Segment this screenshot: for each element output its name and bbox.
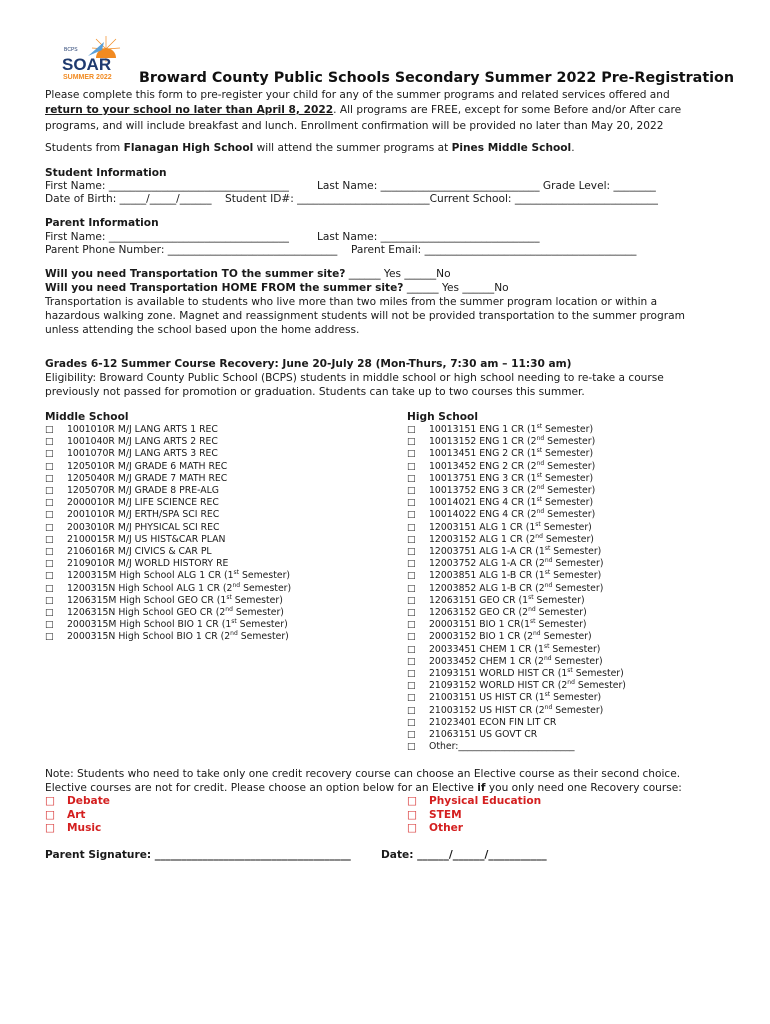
- checkbox-icon[interactable]: □: [407, 730, 416, 740]
- course-label: 21093152 WORLD HIST CR (2nd Semester): [429, 679, 626, 692]
- checkbox-icon[interactable]: □: [45, 498, 54, 509]
- high-school-course-item[interactable]: [407, 718, 556, 729]
- course-label: 1205010R M/J GRADE 6 MATH REC: [67, 460, 228, 472]
- course-label: 20003151 BIO 1 CR(1st Semester): [429, 618, 587, 631]
- transport-home-options[interactable]: ______ Yes ______No: [403, 282, 509, 294]
- high-school-course-item[interactable]: [407, 605, 587, 619]
- high-school-course-item[interactable]: [407, 654, 603, 668]
- course-label: 2000315M High School BIO 1 CR (1st Semester): [67, 618, 288, 631]
- course-label: Other:_________________________: [429, 741, 575, 753]
- course-label: 12003751 ALG 1-A CR (1st Semester): [429, 544, 602, 557]
- course-label: 21063151 US GOVT CR: [429, 729, 538, 740]
- course-label: 12003152 ALG 1 CR (2nd Semester): [429, 532, 594, 545]
- form-title: Broward County Public Schools Secondary Summer 2022 Pre-Registration: [139, 70, 735, 86]
- elective-label: STEM: [429, 808, 462, 821]
- eligibility-line-1: Eligibility: Broward County Public School (BCPS) students in middle school or high school needing to re-take a course: [45, 372, 664, 384]
- checkbox-icon[interactable]: □: [45, 486, 54, 496]
- course-label: 2100015R M/J US HIST&CAR PLAN: [67, 533, 226, 545]
- checkbox-icon[interactable]: □: [45, 449, 54, 460]
- transport-home-question[interactable]: [45, 282, 509, 295]
- middle-school-course-item[interactable]: [45, 510, 219, 521]
- middle-school-course-item[interactable]: [45, 462, 227, 473]
- elective-label: Art: [67, 808, 86, 821]
- transport-to-options[interactable]: ______ Yes ______No: [345, 268, 451, 280]
- checkbox-icon[interactable]: □: [45, 620, 54, 631]
- elective-option[interactable]: [45, 809, 86, 821]
- high-school-course-item[interactable]: [407, 520, 592, 534]
- high-school-course-item[interactable]: [407, 742, 575, 753]
- middle-school-course-item[interactable]: [45, 547, 212, 558]
- soar-summer-logo: [58, 34, 132, 82]
- checkbox-icon[interactable]: □: [407, 595, 416, 606]
- checkbox-icon[interactable]: □: [407, 559, 416, 570]
- checkbox-icon[interactable]: □: [45, 559, 54, 570]
- checkbox-icon[interactable]: □: [407, 742, 416, 753]
- elective-label: Debate: [67, 795, 110, 807]
- logo-word: SOAR: [62, 55, 112, 74]
- middle-school-heading: Middle School: [45, 411, 129, 423]
- high-school-course-item[interactable]: [407, 422, 594, 436]
- middle-school-course-item[interactable]: [45, 486, 219, 497]
- middle-school-course-item[interactable]: [45, 571, 290, 582]
- course-label: 10014022 ENG 4 CR (2nd Semester): [429, 508, 596, 521]
- checkbox-icon[interactable]: □: [407, 571, 416, 582]
- eligibility-line-2: previously not passed for promotion or graduation. Students can take up to two courses this summer.: [45, 386, 585, 398]
- checkbox-icon[interactable]: □: [407, 510, 416, 521]
- course-label: 1206315M High School GEO CR (1st Semester): [67, 593, 283, 606]
- checkbox-icon[interactable]: □: [45, 522, 54, 533]
- course-label: 10013751 ENG 3 CR (1st Semester): [429, 471, 594, 484]
- middle-school-course-item[interactable]: [45, 593, 283, 607]
- elective-option[interactable]: [407, 795, 541, 807]
- checkbox-icon[interactable]: □: [45, 547, 54, 557]
- course-label: 21003151 US HIST CR (1st Semester): [429, 691, 602, 704]
- high-school-course-item[interactable]: [407, 544, 602, 558]
- checkbox-icon[interactable]: □: [45, 473, 54, 484]
- date-of-birth-field[interactable]: Date of Birth: _____/_____/______: [45, 193, 212, 205]
- middle-school-course-item[interactable]: [45, 498, 219, 509]
- checkbox-icon[interactable]: □: [407, 681, 416, 692]
- signature-date-field[interactable]: Date: ______/______/___________: [381, 849, 547, 861]
- middle-school-course-item[interactable]: [45, 437, 218, 448]
- parent-signature-field[interactable]: Parent Signature: _____________________________________: [45, 849, 351, 861]
- course-label: 12003851 ALG 1-B CR (1st Semester): [429, 569, 602, 582]
- course-label: 2000010R M/J LIFE SCIENCE REC: [67, 497, 219, 509]
- checkbox-icon[interactable]: □: [407, 608, 416, 618]
- intro-line-2: [45, 104, 681, 117]
- course-label: 2001010R M/J ERTH/SPA SCI REC: [67, 509, 220, 521]
- middle-school-course-item[interactable]: [45, 523, 220, 534]
- course-label: 21023401 ECON FIN LIT CR: [429, 716, 557, 728]
- logo-small-text: BCPS: [64, 47, 78, 53]
- student-id-field[interactable]: Student ID#: _________________________Current School: ___________________________: [225, 193, 658, 205]
- checkbox-icon[interactable]: □: [407, 583, 416, 594]
- high-school-course-item[interactable]: [407, 483, 596, 497]
- elective-option[interactable]: [45, 822, 101, 834]
- checkbox-icon[interactable]: □: [407, 425, 416, 435]
- checkbox-icon[interactable]: □: [45, 595, 54, 606]
- high-school-course-item[interactable]: [407, 666, 624, 680]
- high-school-course-item[interactable]: [407, 642, 601, 656]
- checkbox-icon[interactable]: □: [407, 547, 416, 557]
- checkbox-icon[interactable]: □: [407, 808, 418, 821]
- checkbox-icon[interactable]: □: [407, 498, 416, 509]
- high-school-course-item[interactable]: [407, 581, 604, 595]
- high-school-course-item[interactable]: [407, 510, 595, 521]
- intro-line-3: programs, and will include breakfast and lunch. Enrollment confirmation will be provided no later than May 20, 2022: [45, 120, 664, 132]
- course-label: 1205070R M/J GRADE 8 PRE-ALG: [67, 485, 220, 496]
- course-label: 12063152 GEO CR (2nd Semester): [429, 605, 587, 618]
- elective-label: Physical Education: [429, 795, 542, 807]
- course-label: 1200315M High School ALG 1 CR (1st Semester): [67, 569, 291, 582]
- checkbox-icon[interactable]: □: [407, 473, 416, 484]
- elective-note-2-end: you only need one Recovery course:: [485, 782, 682, 794]
- course-label: 21003152 US HIST CR (2nd Semester): [429, 703, 604, 716]
- elective-label: Other: [429, 822, 464, 834]
- checkbox-icon[interactable]: □: [407, 717, 416, 728]
- course-label: 10014021 ENG 4 CR (1st Semester): [429, 496, 594, 509]
- deadline-text: return to your school no later than April 8, 2022: [45, 104, 334, 116]
- checkbox-icon[interactable]: □: [407, 534, 416, 545]
- course-label: 2109010R M/J WORLD HISTORY RE: [67, 558, 229, 570]
- parent-info-heading: Parent Information: [45, 217, 159, 229]
- course-label: 2000315N High School BIO 1 CR (2nd Semester): [67, 630, 289, 643]
- transport-note-2: hazardous walking zone. Magnet and reassignment students will not be provided transportation to the summer program: [45, 310, 685, 322]
- high-school-course-item[interactable]: [407, 693, 601, 704]
- course-label: 20033451 CHEM 1 CR (1st Semester): [429, 642, 601, 655]
- course-label: 1001040R M/J LANG ARTS 2 REC: [67, 436, 218, 448]
- course-label: 12003151 ALG 1 CR (1st Semester): [429, 520, 592, 533]
- course-label: 1001010R M/J LANG ARTS 1 REC: [67, 424, 218, 435]
- elective-option[interactable]: [407, 822, 463, 834]
- high-school-course-item[interactable]: [407, 471, 594, 485]
- course-label: 10013151 ENG 1 CR (1st Semester): [429, 422, 594, 435]
- checkbox-icon[interactable]: □: [407, 461, 416, 472]
- school-prefix: Students from: [45, 142, 124, 154]
- transport-to-label: Will you need Transportation TO the summer site?: [45, 268, 346, 280]
- checkbox-icon[interactable]: □: [407, 486, 416, 496]
- course-label: 12063151 GEO CR (1st Semester): [429, 593, 585, 606]
- course-label: 10013752 ENG 3 CR (2nd Semester): [429, 483, 596, 496]
- checkbox-icon[interactable]: □: [407, 522, 416, 533]
- checkbox-icon[interactable]: □: [45, 571, 54, 582]
- school-middle: will attend the summer programs at: [253, 142, 452, 154]
- student-first-name-field[interactable]: First Name: __________________________________: [45, 180, 289, 192]
- parent-first-name-field[interactable]: First Name: __________________________________: [45, 231, 289, 243]
- middle-school-course-item[interactable]: [45, 581, 292, 595]
- high-school-heading: High School: [407, 411, 478, 423]
- school-suffix: .: [571, 142, 575, 154]
- checkbox-icon[interactable]: □: [45, 795, 56, 807]
- course-label: 10013452 ENG 2 CR (2nd Semester): [429, 459, 596, 472]
- course-label: 21093151 WORLD HIST CR (1st Semester): [429, 666, 624, 679]
- middle-school-course-item[interactable]: [45, 632, 289, 643]
- parent-phone-field[interactable]: Parent Phone Number: ________________________________: [45, 244, 338, 256]
- parent-email-field[interactable]: Parent Email: ________________________________________: [351, 244, 637, 256]
- checkbox-icon[interactable]: □: [407, 669, 416, 679]
- high-school-course-item[interactable]: [407, 437, 595, 448]
- checkbox-icon[interactable]: □: [407, 656, 416, 667]
- checkbox-icon[interactable]: □: [407, 705, 416, 716]
- course-label: 10013451 ENG 2 CR (1st Semester): [429, 447, 594, 460]
- checkbox-icon[interactable]: □: [45, 608, 54, 618]
- high-school-course-item[interactable]: [407, 703, 604, 717]
- middle-school-course-item[interactable]: [45, 559, 228, 570]
- to-school: Pines Middle School: [451, 142, 572, 154]
- logo-sub: SUMMER 2022: [63, 74, 112, 81]
- elective-option[interactable]: [45, 795, 110, 807]
- elective-note-2-start: Elective courses are not for credit. Please choose an option below for an Elective: [45, 782, 478, 794]
- student-info-heading: Student Information: [45, 167, 167, 179]
- course-label: 1206315N High School GEO CR (2nd Semester): [67, 605, 284, 618]
- course-label: 12003852 ALG 1-B CR (2nd Semester): [429, 581, 604, 594]
- middle-school-course-item[interactable]: [45, 605, 284, 619]
- intro-line-1: Please complete this form to pre-register your child for any of the summer programs and related services offered and: [45, 89, 670, 101]
- checkbox-icon[interactable]: □: [407, 437, 416, 448]
- course-label: 2003010R M/J PHYSICAL SCI REC: [67, 521, 220, 533]
- high-school-course-item[interactable]: [407, 593, 585, 607]
- checkbox-icon[interactable]: □: [45, 437, 54, 448]
- middle-school-course-item[interactable]: [45, 535, 225, 546]
- middle-school-course-item[interactable]: [45, 620, 288, 631]
- transport-note-1: Transportation is available to students who live more than two miles from the summer program location or within a: [45, 296, 658, 308]
- parent-last-name-field[interactable]: Last Name: ______________________________: [317, 231, 540, 243]
- from-school: Flanagan High School: [123, 142, 254, 154]
- high-school-course-item[interactable]: [407, 459, 596, 473]
- checkbox-icon[interactable]: □: [45, 808, 56, 821]
- course-label: 1205040R M/J GRADE 7 MATH REC: [67, 472, 228, 484]
- checkbox-icon[interactable]: □: [45, 583, 54, 594]
- transport-to-question[interactable]: [45, 268, 451, 281]
- high-school-course-item[interactable]: [407, 620, 587, 631]
- elective-note-2-if: if: [477, 782, 486, 794]
- checkbox-icon[interactable]: □: [407, 822, 418, 834]
- elective-note-2: [45, 782, 682, 795]
- checkbox-icon[interactable]: □: [407, 693, 416, 704]
- checkbox-icon[interactable]: □: [407, 449, 416, 460]
- middle-school-course-item[interactable]: [45, 474, 227, 485]
- course-label: 1001070R M/J LANG ARTS 3 REC: [67, 448, 218, 460]
- course-label: 10013152 ENG 1 CR (2nd Semester): [429, 435, 596, 448]
- course-label: 1200315N High School ALG 1 CR (2nd Semester): [67, 581, 292, 594]
- transport-note-3: unless attending the school based upon the home address.: [45, 324, 360, 336]
- checkbox-icon[interactable]: □: [407, 620, 416, 631]
- high-school-course-item[interactable]: [407, 730, 537, 741]
- course-label: 20033452 CHEM 1 CR (2nd Semester): [429, 654, 603, 667]
- course-label: 12003752 ALG 1-A CR (2nd Semester): [429, 557, 604, 570]
- recovery-heading: Grades 6-12 Summer Course Recovery: June 20-July 28 (Mon-Thurs, 7:30 am – 11:30 am): [45, 358, 572, 370]
- student-last-name-field[interactable]: Last Name: ______________________________ Grade Level: ________: [317, 180, 656, 192]
- high-school-course-item[interactable]: [407, 449, 593, 460]
- checkbox-icon[interactable]: □: [45, 534, 54, 545]
- elective-option[interactable]: [407, 809, 462, 821]
- course-label: 2106016R M/J CIVICS & CAR PL: [67, 546, 212, 557]
- high-school-course-item[interactable]: [407, 571, 601, 582]
- high-school-course-item[interactable]: [407, 559, 603, 570]
- checkbox-icon[interactable]: □: [45, 510, 54, 521]
- elective-note-1: Note: Students who need to take only one credit recovery course can choose an Elective course as their second choice.: [45, 768, 681, 780]
- high-school-course-item[interactable]: [407, 532, 594, 546]
- checkbox-icon[interactable]: □: [407, 632, 416, 643]
- school-assignment: [45, 142, 575, 155]
- checkbox-icon[interactable]: □: [45, 632, 54, 643]
- checkbox-icon[interactable]: □: [45, 425, 54, 435]
- middle-school-course-item[interactable]: [45, 449, 218, 460]
- transport-home-label: Will you need Transportation HOME FROM the summer site?: [45, 282, 404, 294]
- checkbox-icon[interactable]: □: [45, 822, 56, 834]
- middle-school-course-item[interactable]: [45, 425, 218, 436]
- high-school-course-item[interactable]: [407, 498, 593, 509]
- high-school-course-item[interactable]: [407, 632, 592, 643]
- checkbox-icon[interactable]: □: [45, 461, 54, 472]
- high-school-course-item[interactable]: [407, 681, 626, 692]
- checkbox-icon[interactable]: □: [407, 795, 418, 807]
- elective-label: Music: [67, 822, 102, 834]
- intro-line-2-rest: . All programs are FREE, except for some Before and/or After care: [333, 104, 682, 116]
- course-label: 20003152 BIO 1 CR (2nd Semester): [429, 630, 592, 643]
- checkbox-icon[interactable]: □: [407, 644, 416, 655]
